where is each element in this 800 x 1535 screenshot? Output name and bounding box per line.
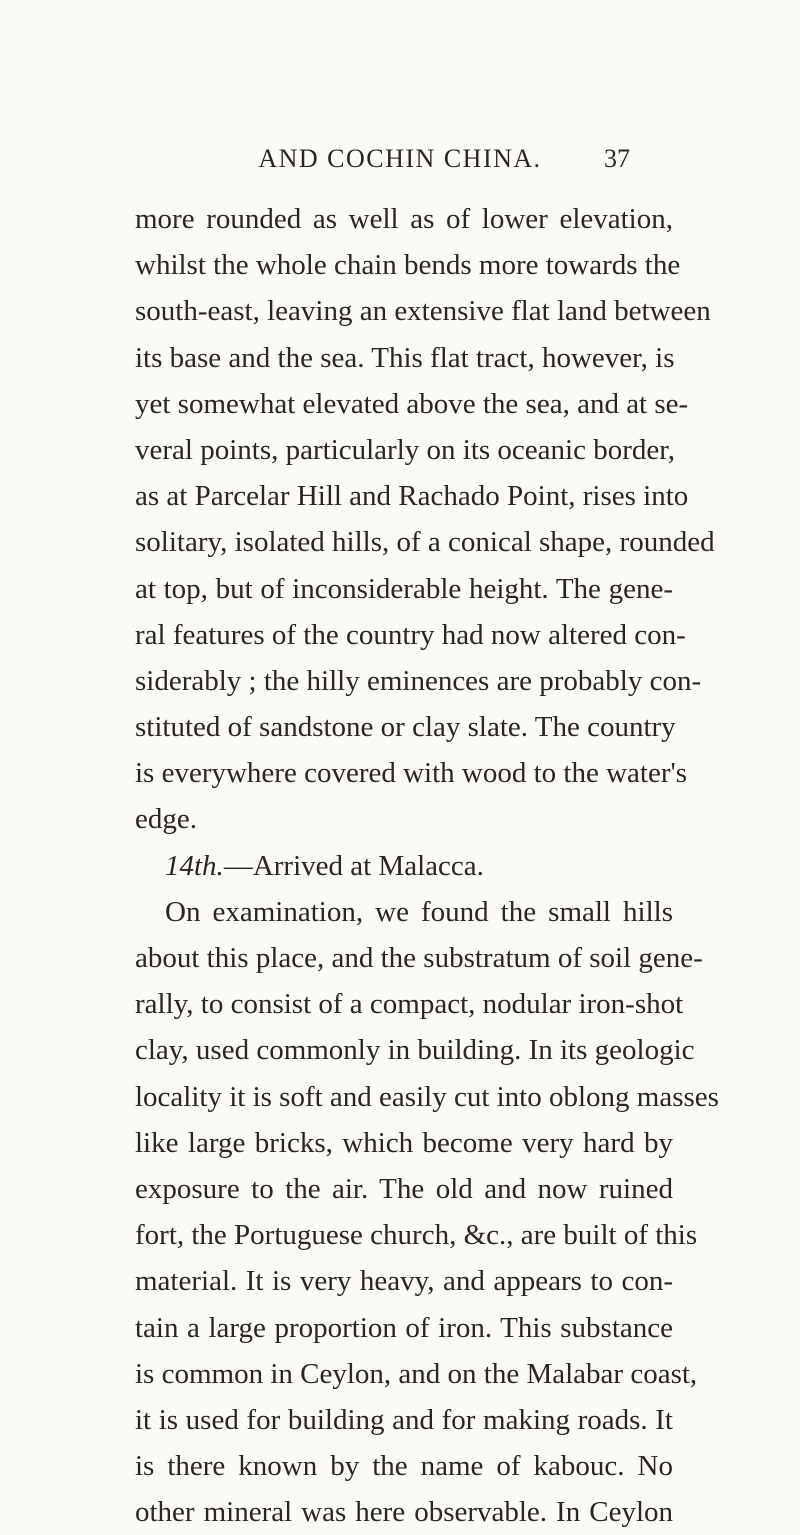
text-line: at top, but of inconsiderable height. The gene- [135, 572, 673, 605]
date-entry-day: 14th. [165, 849, 224, 882]
text-line: whilst the whole chain bends more towards the [135, 249, 681, 282]
text-line: more rounded as well as of lower elevation, [135, 203, 673, 235]
body-text [135, 196, 719, 1535]
text-line: material. It is very heavy, and appears to con- [135, 1265, 673, 1298]
running-head [0, 144, 800, 176]
text-line: like large bricks, which become very hard by [135, 1126, 673, 1159]
text-line: is there known by the name of kabouc. No [135, 1450, 673, 1483]
text-line: exposure to the air. The old and now ruined [135, 1172, 673, 1205]
text-line: south-east, leaving an extensive flat land between [135, 295, 711, 328]
page-number: 37 [604, 144, 630, 173]
text-line: edge. [135, 803, 197, 836]
paragraph-first-line: On examination, we found the small hills [165, 895, 673, 928]
text-line: is common in Ceylon, and on the Malabar coast, [135, 1357, 698, 1390]
text-line: is everywhere covered with wood to the water's [135, 757, 688, 790]
text-line: clay, used commonly in building. In its geologic [135, 1034, 695, 1067]
text-line: about this place, and the substratum of soil gene- [135, 942, 703, 974]
running-title: AND COCHIN CHINA. [258, 144, 542, 173]
text-line: solitary, isolated hills, of a conical shape, rounded [135, 526, 715, 559]
text-line: veral points, particularly on its oceanic border, [135, 433, 675, 466]
text-line: yet somewhat elevated above the sea, and at se- [135, 387, 689, 420]
text-line: siderably ; the hilly eminences are probably con- [135, 664, 702, 697]
text-line: fort, the Portuguese church, &c., are built of this [135, 1219, 698, 1252]
text-line: rally, to consist of a compact, nodular iron-shot [135, 988, 684, 1021]
text-line: locality it is soft and easily cut into oblong masses [135, 1080, 719, 1113]
date-entry-text: —Arrived at Malacca. [223, 849, 484, 882]
text-line: as at Parcelar Hill and Rachado Point, rises into [135, 480, 689, 513]
text-line: other mineral was here observable. In Ceylon [135, 1496, 673, 1529]
date-entry-line [135, 843, 673, 889]
text-line: its base and the sea. This flat tract, however, is [135, 341, 675, 374]
text-line: tain a large proportion of iron. This substance [135, 1311, 673, 1344]
text-line: ral features of the country had now altered con- [135, 618, 686, 651]
text-line: it is used for building and for making roads. It [135, 1403, 673, 1436]
text-line: stituted of sandstone or clay slate. The country [135, 711, 676, 744]
